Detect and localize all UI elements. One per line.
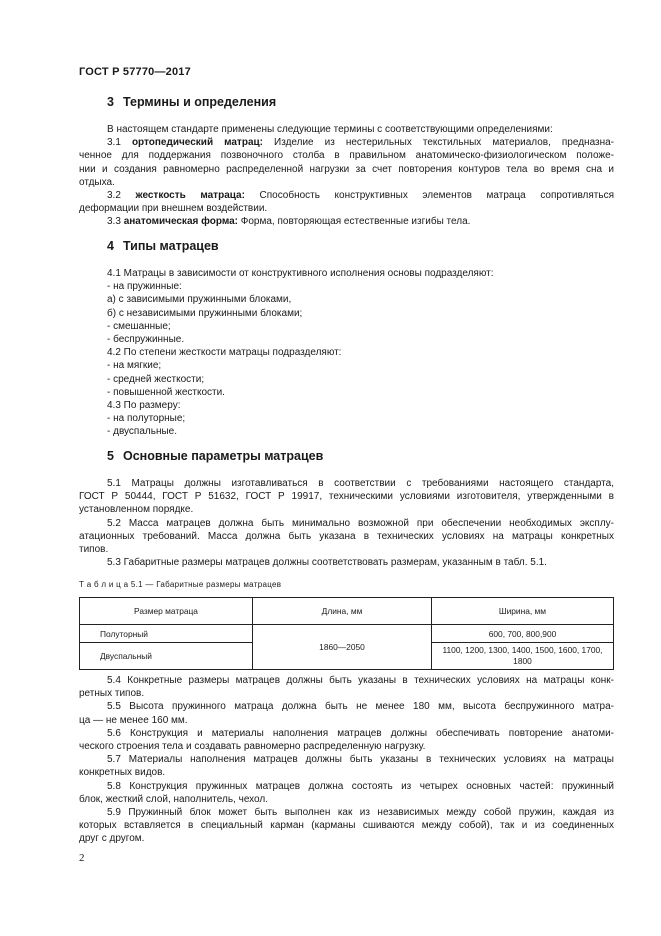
p59-line-1: 5.9 Пружинный блок может быть выполнен как из независимых между собой пружин, каждая из [107,807,614,819]
term-3-3-term: анатомическая форма: [123,216,238,228]
page-number: 2 [79,852,85,864]
table-cell-size: Полуторный [80,625,253,643]
p51-line-3: установленном порядке. [79,504,194,516]
term-3-1-term: ортопедический матрац: [131,137,263,149]
s4-line-9: - повышенной жесткости. [107,386,225,398]
s4-line-5: - беспружинные. [107,334,185,346]
p59-line-3: друг с другом. [79,833,145,845]
section-4-number: 4 [107,239,114,253]
p59-line-2: которых вставляется в специальный карман (карманы сшиваются между собой), так и из соединенных [79,820,614,832]
s4-line-3: б) с независимыми пружинными блоками; [107,307,303,319]
section-4-title: Типы матрацев [123,239,219,253]
table-caption: Т а б л и ц а 5.1 — Габаритные размеры матрацев [79,580,282,589]
term-3-1-line-2: ченное для поддержания позвоночного столба в правильном анатомическо-физиологическом положе- [79,150,614,162]
table-cell-size: Двуспальный [80,643,253,670]
p57-line-2: конкретных видов. [79,767,166,779]
table-header-width: Ширина, мм [432,598,614,625]
document-code: ГОСТ Р 57770—2017 [79,66,191,78]
term-3-1-line-1: 3.1 ортопедический матрац: Изделие из нестерильных текстильных материалов, предназна- [107,137,615,149]
section-4-body [79,267,614,439]
section-5-heading [107,449,323,463]
section-3-number: 3 [107,95,114,109]
p54-line-1: 5.4 Конкретные размеры матрацев должны быть указаны в технических условиях на матрацы конк- [107,675,614,686]
term-3-3-line-1: 3.3 анатомическая форма: Форма, повторяющая естественные изгибы тела. [107,216,471,228]
table-header-row [80,598,614,625]
table-header-length: Длина, мм [253,598,432,625]
p55-line-2: ца — не менее 160 мм. [79,714,188,726]
dimensions-table [79,597,614,670]
p58-line-1: 5.8 Конструкция пружинных матрацев должна состоять из четырех основных частей: пружинный [107,780,614,792]
p57-line-1: 5.7 Материалы наполнения матрацев должны быть указаны в технических условиях на матрацы [107,754,614,766]
table-cell-length: 1860—2050 [253,625,432,670]
s4-line-11: - на полуторные; [107,413,186,425]
p55-line-1: 5.5 Высота пружинного матраца должна быть не менее 180 мм, высота беспружинного матра- [107,701,614,713]
term-3-2-term: жесткость матраца: [135,190,245,202]
p58-line-2: блок, жесткий слой, наполнитель, чехол. [79,793,269,805]
section-3-heading [107,95,276,109]
p51-line-1: 5.1 Матрацы должны изготавливаться в соответствии с требованиями настоящего стандарта, [107,478,614,489]
p51-line-2: ГОСТ Р 50444, ГОСТ Р 51632, ГОСТ Р 19917, техническими условиями изготовителя, утвержденными в [79,491,614,503]
table-row [80,625,614,643]
s4-line-8: - средней жесткости; [107,373,205,385]
section-3-title: Термины и определения [123,95,277,109]
s4-line-4: - смешанные; [107,320,171,332]
s4-line-10: 4.3 По размеру: [107,400,181,412]
table-cell-width: 1100, 1200, 1300, 1400, 1500, 1600, 1700, 1800 [432,643,614,670]
p56-line-1: 5.6 Конструкция и материалы наполнения матрацев должны обеспечивать повторение анатоми- [107,727,614,739]
section-5-body-top [79,477,614,569]
p52-line-3: типов. [79,544,109,556]
s4-line-12: - двуспальные. [107,426,177,438]
section-4-heading [107,239,219,253]
section-5-body-bottom [79,674,614,846]
p52-line-2: атационных требований. Масса должна быть указана в технических условиях на матрацы конкретных [79,530,614,542]
s4-line-1: - на пружинные: [107,281,182,293]
table-header-size: Размер матраца [80,598,253,625]
table-cell-width: 600, 700, 800,900 [432,625,614,643]
term-3-1-line-3: нии и создания равномерно распределенной нагрузки за счет повторения контуров тела во время сна и [79,163,614,175]
section-3-body [79,123,614,229]
section-5-title: Основные параметры матрацев [123,449,324,463]
p52-line-1: 5.2 Масса матрацев должна быть минимально возможной при обеспечении необходимых эксплу- [107,517,614,529]
term-3-1-line-4: отдыха. [79,176,115,188]
section-5-number: 5 [107,449,114,463]
section-3-intro: В настоящем стандарте применены следующие термины с соответствующими определениями: [107,124,553,135]
term-3-2-line-1: 3.2 жесткость матраца: Способность конструктивных элементов матраца сопротивляться [107,190,615,202]
p53-line-1: 5.3 Габаритные размеры матрацев должны соответствовать размерам, указанным в табл. 5.1. [107,557,547,569]
s4-line-0: 4.1 Матрацы в зависимости от конструктивного исполнения основы подразделяют: [107,268,494,279]
s4-line-6: 4.2 По степени жесткости матрацы подразделяют: [107,347,342,359]
p54-line-2: ретных типов. [79,688,145,700]
p56-line-2: ческого строения тела и создавать равномерно распределенную нагрузку. [79,741,426,753]
term-3-2-line-2: деформации при внешнем воздействии. [79,203,268,215]
s4-line-7: - на мягкие; [107,360,162,372]
s4-line-2: а) с зависимыми пружинными блоками, [107,294,292,306]
